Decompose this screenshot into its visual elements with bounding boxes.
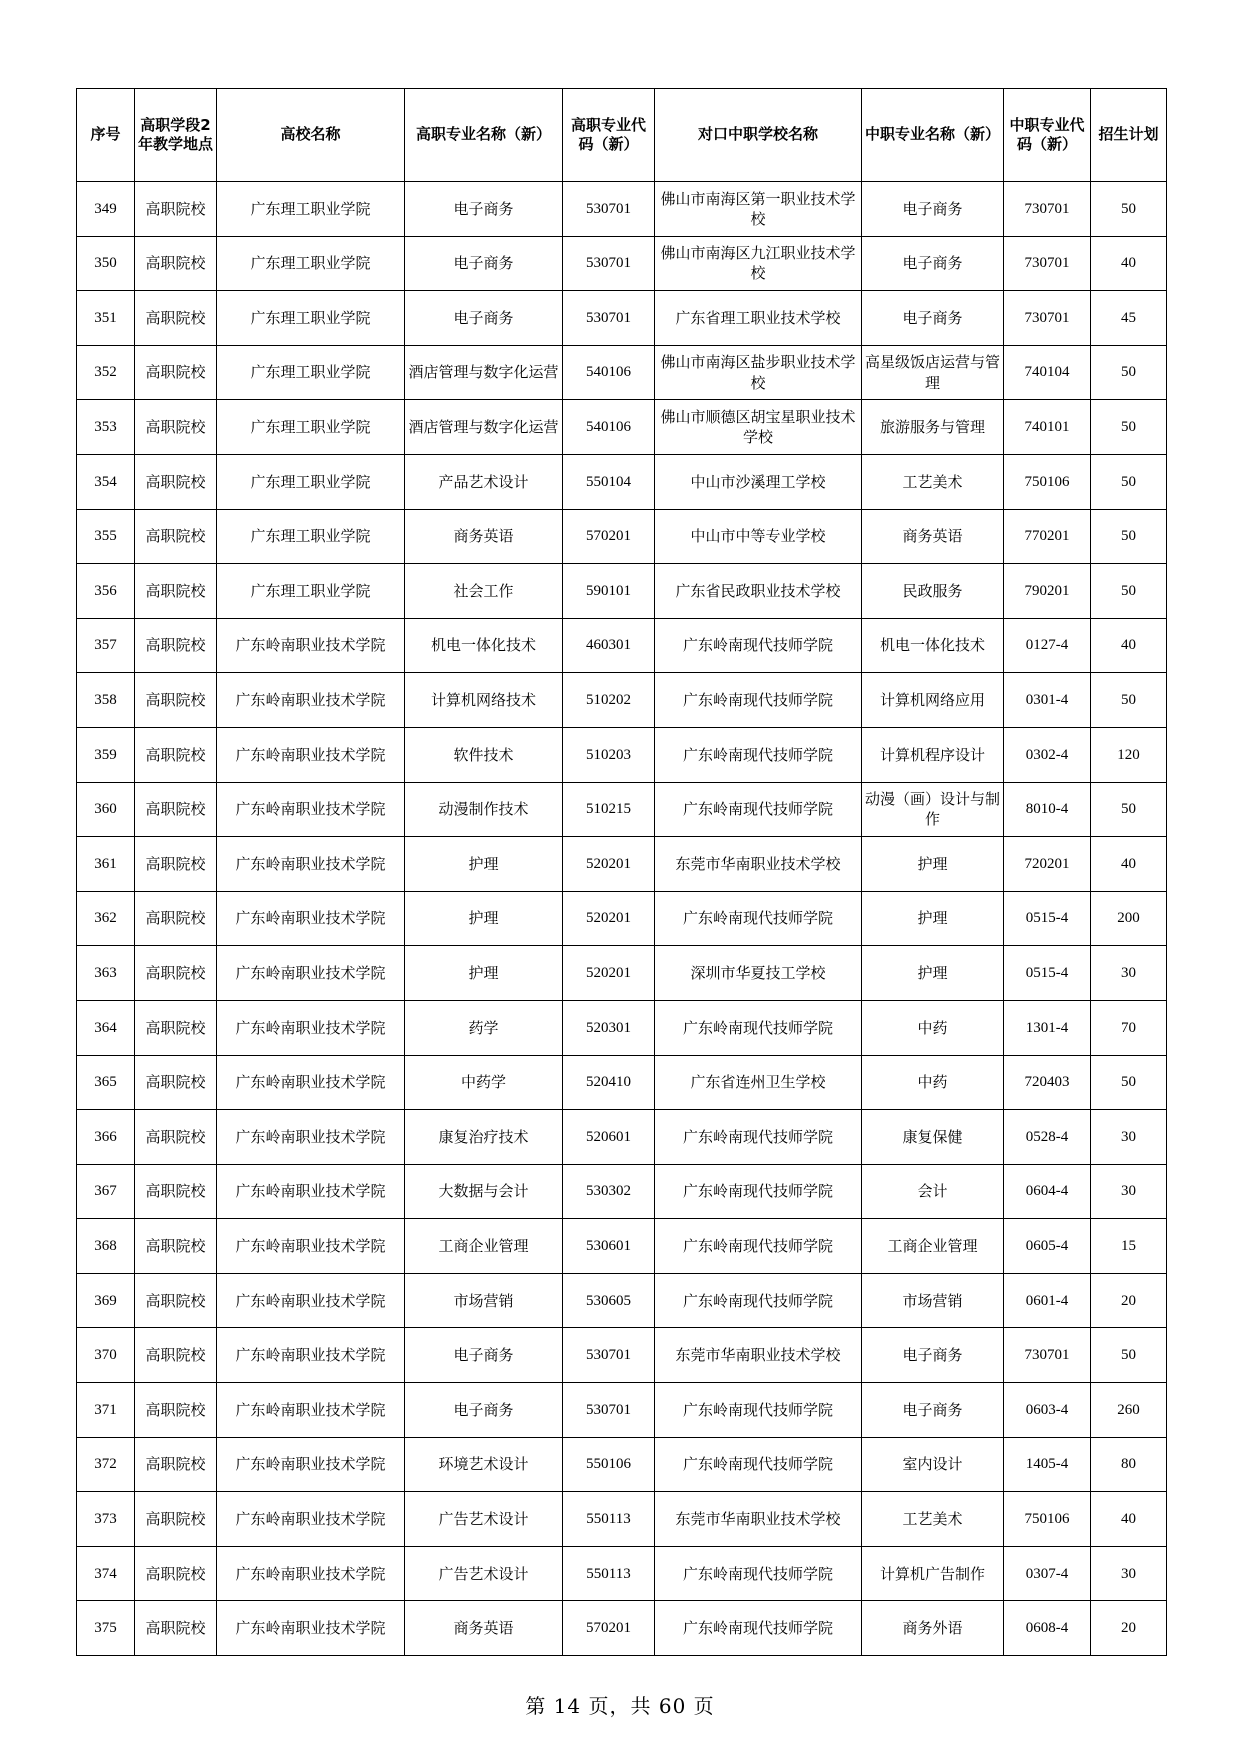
cell-hv-code: 530701: [563, 236, 655, 291]
cell-location: 高职院校: [135, 673, 217, 728]
cell-plan: 15: [1091, 1219, 1167, 1274]
header-seq: 序号: [77, 89, 135, 182]
cell-college: 广东岭南职业技术学院: [217, 673, 405, 728]
cell-sec-school: 广东岭南现代技师学院: [655, 727, 862, 782]
cell-location: 高职院校: [135, 182, 217, 237]
cell-sec-school: 广东岭南现代技师学院: [655, 782, 862, 837]
cell-seq: 360: [77, 782, 135, 837]
cell-hv-major: 产品艺术设计: [405, 454, 563, 509]
cell-seq: 355: [77, 509, 135, 564]
cell-location: 高职院校: [135, 727, 217, 782]
table-row: [77, 1110, 1167, 1165]
enrollment-table-container: [76, 88, 1166, 1656]
cell-seq: 365: [77, 1055, 135, 1110]
cell-sec-school: 广东岭南现代技师学院: [655, 1000, 862, 1055]
cell-sec-code: 770201: [1004, 509, 1091, 564]
cell-seq: 363: [77, 946, 135, 1001]
cell-location: 高职院校: [135, 1110, 217, 1165]
cell-sec-code: 720403: [1004, 1055, 1091, 1110]
cell-hv-code: 530605: [563, 1273, 655, 1328]
cell-location: 高职院校: [135, 564, 217, 619]
cell-sec-major: 计算机网络应用: [862, 673, 1004, 728]
cell-sec-code: 750106: [1004, 1492, 1091, 1547]
cell-seq: 372: [77, 1437, 135, 1492]
cell-hv-code: 530701: [563, 1328, 655, 1383]
cell-sec-major: 计算机广告制作: [862, 1546, 1004, 1601]
cell-sec-code: 1405-4: [1004, 1437, 1091, 1492]
header-sec-school: 对口中职学校名称: [655, 89, 862, 182]
cell-location: 高职院校: [135, 891, 217, 946]
cell-hv-major: 环境艺术设计: [405, 1437, 563, 1492]
cell-college: 广东岭南职业技术学院: [217, 1110, 405, 1165]
cell-sec-major: 市场营销: [862, 1273, 1004, 1328]
header-college: 高校名称: [217, 89, 405, 182]
cell-sec-code: 0301-4: [1004, 673, 1091, 728]
cell-hv-major: 护理: [405, 837, 563, 892]
cell-sec-school: 广东岭南现代技师学院: [655, 1546, 862, 1601]
table-row: [77, 1437, 1167, 1492]
cell-hv-major: 机电一体化技术: [405, 618, 563, 673]
cell-college: 广东理工职业学院: [217, 345, 405, 400]
cell-location: 高职院校: [135, 1219, 217, 1274]
cell-hv-code: 550106: [563, 1437, 655, 1492]
cell-hv-major: 社会工作: [405, 564, 563, 619]
cell-college: 广东岭南职业技术学院: [217, 782, 405, 837]
header-sec-code: 中职专业代码（新）: [1004, 89, 1091, 182]
enrollment-table: [76, 88, 1167, 1656]
cell-hv-code: 520601: [563, 1110, 655, 1165]
cell-sec-major: 电子商务: [862, 182, 1004, 237]
cell-seq: 374: [77, 1546, 135, 1601]
page-footer: 第 14 页，共 60 页: [525, 1694, 715, 1718]
header-sec-major: 中职专业名称（新）: [862, 89, 1004, 182]
cell-sec-major: 高星级饭店运营与管理: [862, 345, 1004, 400]
cell-plan: 40: [1091, 837, 1167, 892]
cell-plan: 120: [1091, 727, 1167, 782]
cell-sec-major: 护理: [862, 837, 1004, 892]
cell-sec-school: 广东岭南现代技师学院: [655, 618, 862, 673]
cell-hv-major: 药学: [405, 1000, 563, 1055]
cell-plan: 30: [1091, 1546, 1167, 1601]
cell-hv-code: 520201: [563, 946, 655, 1001]
table-row: [77, 345, 1167, 400]
cell-seq: 364: [77, 1000, 135, 1055]
cell-seq: 371: [77, 1383, 135, 1438]
cell-seq: 358: [77, 673, 135, 728]
cell-college: 广东岭南职业技术学院: [217, 1000, 405, 1055]
cell-sec-major: 电子商务: [862, 236, 1004, 291]
cell-plan: 200: [1091, 891, 1167, 946]
cell-hv-code: 570201: [563, 1601, 655, 1656]
cell-college: 广东岭南职业技术学院: [217, 1055, 405, 1110]
cell-sec-school: 佛山市顺德区胡宝星职业技术学校: [655, 400, 862, 455]
cell-seq: 349: [77, 182, 135, 237]
cell-location: 高职院校: [135, 454, 217, 509]
cell-college: 广东理工职业学院: [217, 400, 405, 455]
cell-hv-major: 电子商务: [405, 291, 563, 346]
header-location: 高职学段2年教学地点: [135, 89, 217, 182]
cell-location: 高职院校: [135, 1492, 217, 1547]
cell-seq: 367: [77, 1164, 135, 1219]
table-row: [77, 618, 1167, 673]
cell-sec-school: 东莞市华南职业技术学校: [655, 1492, 862, 1547]
cell-sec-school: 广东省民政职业技术学校: [655, 564, 862, 619]
cell-college: 广东岭南职业技术学院: [217, 1492, 405, 1547]
cell-location: 高职院校: [135, 946, 217, 1001]
cell-plan: 50: [1091, 1328, 1167, 1383]
cell-hv-code: 590101: [563, 564, 655, 619]
table-row: [77, 1328, 1167, 1383]
cell-location: 高职院校: [135, 1546, 217, 1601]
table-row: [77, 1164, 1167, 1219]
cell-seq: 369: [77, 1273, 135, 1328]
cell-plan: 50: [1091, 1055, 1167, 1110]
cell-college: 广东岭南职业技术学院: [217, 1546, 405, 1601]
table-row: [77, 1383, 1167, 1438]
cell-college: 广东岭南职业技术学院: [217, 1328, 405, 1383]
cell-sec-code: 790201: [1004, 564, 1091, 619]
cell-plan: 50: [1091, 673, 1167, 728]
cell-sec-code: 0127-4: [1004, 618, 1091, 673]
cell-sec-code: 730701: [1004, 291, 1091, 346]
cell-sec-school: 佛山市南海区第一职业技术学校: [655, 182, 862, 237]
table-row: [77, 837, 1167, 892]
cell-hv-major: 商务英语: [405, 509, 563, 564]
cell-seq: 356: [77, 564, 135, 619]
cell-sec-major: 康复保健: [862, 1110, 1004, 1165]
table-row: [77, 564, 1167, 619]
cell-hv-code: 510215: [563, 782, 655, 837]
table-row: [77, 946, 1167, 1001]
cell-hv-major: 中药学: [405, 1055, 563, 1110]
cell-plan: 40: [1091, 1492, 1167, 1547]
cell-hv-major: 电子商务: [405, 1383, 563, 1438]
cell-plan: 50: [1091, 182, 1167, 237]
cell-college: 广东理工职业学院: [217, 291, 405, 346]
table-row: [77, 1601, 1167, 1656]
cell-sec-school: 广东岭南现代技师学院: [655, 891, 862, 946]
table-row: [77, 1055, 1167, 1110]
cell-sec-school: 广东岭南现代技师学院: [655, 673, 862, 728]
cell-seq: 357: [77, 618, 135, 673]
table-row: [77, 1000, 1167, 1055]
cell-plan: 80: [1091, 1437, 1167, 1492]
cell-location: 高职院校: [135, 1328, 217, 1383]
cell-hv-major: 计算机网络技术: [405, 673, 563, 728]
cell-location: 高职院校: [135, 509, 217, 564]
cell-sec-school: 广东岭南现代技师学院: [655, 1110, 862, 1165]
cell-hv-code: 530701: [563, 182, 655, 237]
cell-location: 高职院校: [135, 291, 217, 346]
cell-plan: 70: [1091, 1000, 1167, 1055]
header-hv-code: 高职专业代码（新）: [563, 89, 655, 182]
cell-hv-code: 530601: [563, 1219, 655, 1274]
cell-location: 高职院校: [135, 1000, 217, 1055]
cell-sec-major: 旅游服务与管理: [862, 400, 1004, 455]
cell-sec-school: 广东岭南现代技师学院: [655, 1219, 862, 1274]
cell-hv-major: 护理: [405, 946, 563, 1001]
cell-seq: 368: [77, 1219, 135, 1274]
cell-college: 广东理工职业学院: [217, 454, 405, 509]
cell-sec-code: 0515-4: [1004, 891, 1091, 946]
cell-plan: 50: [1091, 509, 1167, 564]
cell-sec-major: 商务英语: [862, 509, 1004, 564]
cell-plan: 50: [1091, 564, 1167, 619]
cell-sec-school: 东莞市华南职业技术学校: [655, 837, 862, 892]
cell-location: 高职院校: [135, 1055, 217, 1110]
cell-sec-major: 中药: [862, 1000, 1004, 1055]
table-row: [77, 236, 1167, 291]
cell-hv-code: 550113: [563, 1546, 655, 1601]
cell-sec-school: 广东省理工职业技术学校: [655, 291, 862, 346]
cell-plan: 40: [1091, 236, 1167, 291]
cell-hv-code: 530701: [563, 291, 655, 346]
cell-hv-code: 540106: [563, 400, 655, 455]
cell-seq: 351: [77, 291, 135, 346]
cell-hv-code: 530302: [563, 1164, 655, 1219]
cell-sec-school: 广东省连州卫生学校: [655, 1055, 862, 1110]
cell-sec-major: 工艺美术: [862, 1492, 1004, 1547]
cell-sec-school: 中山市沙溪理工学校: [655, 454, 862, 509]
cell-seq: 373: [77, 1492, 135, 1547]
cell-hv-major: 工商企业管理: [405, 1219, 563, 1274]
cell-sec-major: 中药: [862, 1055, 1004, 1110]
cell-hv-major: 电子商务: [405, 236, 563, 291]
cell-plan: 50: [1091, 345, 1167, 400]
cell-hv-major: 护理: [405, 891, 563, 946]
cell-seq: 375: [77, 1601, 135, 1656]
cell-hv-code: 460301: [563, 618, 655, 673]
cell-hv-code: 520301: [563, 1000, 655, 1055]
cell-sec-major: 室内设计: [862, 1437, 1004, 1492]
cell-sec-code: 740104: [1004, 345, 1091, 400]
cell-sec-code: 0603-4: [1004, 1383, 1091, 1438]
cell-college: 广东岭南职业技术学院: [217, 1164, 405, 1219]
cell-location: 高职院校: [135, 1164, 217, 1219]
cell-seq: 359: [77, 727, 135, 782]
cell-location: 高职院校: [135, 1383, 217, 1438]
cell-hv-code: 550104: [563, 454, 655, 509]
cell-sec-school: 佛山市南海区九江职业技术学校: [655, 236, 862, 291]
cell-college: 广东岭南职业技术学院: [217, 727, 405, 782]
cell-hv-code: 510203: [563, 727, 655, 782]
cell-hv-code: 520201: [563, 891, 655, 946]
cell-sec-major: 护理: [862, 891, 1004, 946]
cell-seq: 362: [77, 891, 135, 946]
cell-sec-major: 护理: [862, 946, 1004, 1001]
cell-hv-major: 广告艺术设计: [405, 1546, 563, 1601]
header-hv-major: 高职专业名称（新）: [405, 89, 563, 182]
cell-college: 广东岭南职业技术学院: [217, 837, 405, 892]
cell-location: 高职院校: [135, 1273, 217, 1328]
cell-sec-code: 0302-4: [1004, 727, 1091, 782]
header-plan: 招生计划: [1091, 89, 1167, 182]
cell-sec-code: 0601-4: [1004, 1273, 1091, 1328]
cell-sec-school: 佛山市南海区盐步职业技术学校: [655, 345, 862, 400]
cell-plan: 50: [1091, 400, 1167, 455]
cell-sec-code: 0605-4: [1004, 1219, 1091, 1274]
cell-hv-major: 动漫制作技术: [405, 782, 563, 837]
cell-hv-code: 510202: [563, 673, 655, 728]
cell-hv-major: 酒店管理与数字化运营: [405, 400, 563, 455]
cell-college: 广东理工职业学院: [217, 564, 405, 619]
cell-college: 广东岭南职业技术学院: [217, 618, 405, 673]
cell-plan: 20: [1091, 1601, 1167, 1656]
cell-seq: 370: [77, 1328, 135, 1383]
cell-sec-school: 广东岭南现代技师学院: [655, 1273, 862, 1328]
cell-sec-code: 0307-4: [1004, 1546, 1091, 1601]
cell-sec-code: 730701: [1004, 1328, 1091, 1383]
cell-plan: 45: [1091, 291, 1167, 346]
cell-hv-code: 570201: [563, 509, 655, 564]
cell-sec-major: 电子商务: [862, 291, 1004, 346]
cell-sec-major: 商务外语: [862, 1601, 1004, 1656]
cell-sec-major: 电子商务: [862, 1383, 1004, 1438]
table-header-row: [77, 89, 1167, 182]
cell-hv-code: 530701: [563, 1383, 655, 1438]
cell-sec-code: 0515-4: [1004, 946, 1091, 1001]
cell-sec-school: 广东岭南现代技师学院: [655, 1383, 862, 1438]
cell-college: 广东岭南职业技术学院: [217, 891, 405, 946]
cell-sec-major: 会计: [862, 1164, 1004, 1219]
cell-plan: 260: [1091, 1383, 1167, 1438]
table-row: [77, 727, 1167, 782]
cell-college: 广东理工职业学院: [217, 236, 405, 291]
table-row: [77, 509, 1167, 564]
cell-location: 高职院校: [135, 618, 217, 673]
cell-hv-major: 电子商务: [405, 1328, 563, 1383]
cell-plan: 30: [1091, 1164, 1167, 1219]
cell-sec-major: 计算机程序设计: [862, 727, 1004, 782]
cell-sec-school: 广东岭南现代技师学院: [655, 1601, 862, 1656]
cell-plan: 30: [1091, 1110, 1167, 1165]
table-row: [77, 673, 1167, 728]
cell-seq: 361: [77, 837, 135, 892]
table-row: [77, 1219, 1167, 1274]
cell-hv-major: 酒店管理与数字化运营: [405, 345, 563, 400]
cell-seq: 366: [77, 1110, 135, 1165]
cell-hv-code: 540106: [563, 345, 655, 400]
cell-sec-major: 动漫（画）设计与制作: [862, 782, 1004, 837]
table-row: [77, 1546, 1167, 1601]
cell-plan: 50: [1091, 454, 1167, 509]
table-row: [77, 454, 1167, 509]
cell-plan: 40: [1091, 618, 1167, 673]
cell-sec-code: 0608-4: [1004, 1601, 1091, 1656]
cell-college: 广东岭南职业技术学院: [217, 1383, 405, 1438]
cell-college: 广东岭南职业技术学院: [217, 1437, 405, 1492]
cell-hv-major: 软件技术: [405, 727, 563, 782]
cell-hv-major: 大数据与会计: [405, 1164, 563, 1219]
cell-sec-code: 1301-4: [1004, 1000, 1091, 1055]
cell-seq: 353: [77, 400, 135, 455]
cell-location: 高职院校: [135, 837, 217, 892]
cell-hv-major: 商务英语: [405, 1601, 563, 1656]
cell-sec-major: 民政服务: [862, 564, 1004, 619]
cell-sec-school: 深圳市华夏技工学校: [655, 946, 862, 1001]
cell-location: 高职院校: [135, 1601, 217, 1656]
cell-sec-major: 电子商务: [862, 1328, 1004, 1383]
cell-sec-code: 0528-4: [1004, 1110, 1091, 1165]
cell-college: 广东理工职业学院: [217, 509, 405, 564]
cell-sec-code: 730701: [1004, 236, 1091, 291]
cell-hv-major: 广告艺术设计: [405, 1492, 563, 1547]
cell-hv-major: 市场营销: [405, 1273, 563, 1328]
cell-location: 高职院校: [135, 236, 217, 291]
cell-sec-code: 720201: [1004, 837, 1091, 892]
cell-hv-major: 电子商务: [405, 182, 563, 237]
table-row: [77, 182, 1167, 237]
cell-college: 广东理工职业学院: [217, 182, 405, 237]
cell-plan: 20: [1091, 1273, 1167, 1328]
cell-college: 广东岭南职业技术学院: [217, 1601, 405, 1656]
table-row: [77, 1492, 1167, 1547]
cell-location: 高职院校: [135, 782, 217, 837]
cell-hv-code: 520410: [563, 1055, 655, 1110]
cell-location: 高职院校: [135, 345, 217, 400]
cell-college: 广东岭南职业技术学院: [217, 1273, 405, 1328]
cell-hv-major: 康复治疗技术: [405, 1110, 563, 1165]
cell-sec-code: 730701: [1004, 182, 1091, 237]
cell-sec-code: 750106: [1004, 454, 1091, 509]
cell-sec-school: 广东岭南现代技师学院: [655, 1437, 862, 1492]
cell-sec-school: 广东岭南现代技师学院: [655, 1164, 862, 1219]
cell-college: 广东岭南职业技术学院: [217, 1219, 405, 1274]
table-row: [77, 1273, 1167, 1328]
cell-sec-code: 0604-4: [1004, 1164, 1091, 1219]
table-row: [77, 400, 1167, 455]
cell-sec-code: 8010-4: [1004, 782, 1091, 837]
cell-plan: 50: [1091, 782, 1167, 837]
cell-plan: 30: [1091, 946, 1167, 1001]
table-row: [77, 291, 1167, 346]
cell-college: 广东岭南职业技术学院: [217, 946, 405, 1001]
table-row: [77, 891, 1167, 946]
table-row: [77, 782, 1167, 837]
cell-location: 高职院校: [135, 1437, 217, 1492]
cell-sec-code: 740101: [1004, 400, 1091, 455]
cell-sec-major: 机电一体化技术: [862, 618, 1004, 673]
cell-sec-major: 工艺美术: [862, 454, 1004, 509]
cell-sec-school: 东莞市华南职业技术学校: [655, 1328, 862, 1383]
cell-sec-major: 工商企业管理: [862, 1219, 1004, 1274]
cell-seq: 350: [77, 236, 135, 291]
cell-hv-code: 550113: [563, 1492, 655, 1547]
cell-seq: 354: [77, 454, 135, 509]
cell-location: 高职院校: [135, 400, 217, 455]
cell-seq: 352: [77, 345, 135, 400]
cell-sec-school: 中山市中等专业学校: [655, 509, 862, 564]
cell-hv-code: 520201: [563, 837, 655, 892]
table-body: [77, 182, 1167, 1656]
